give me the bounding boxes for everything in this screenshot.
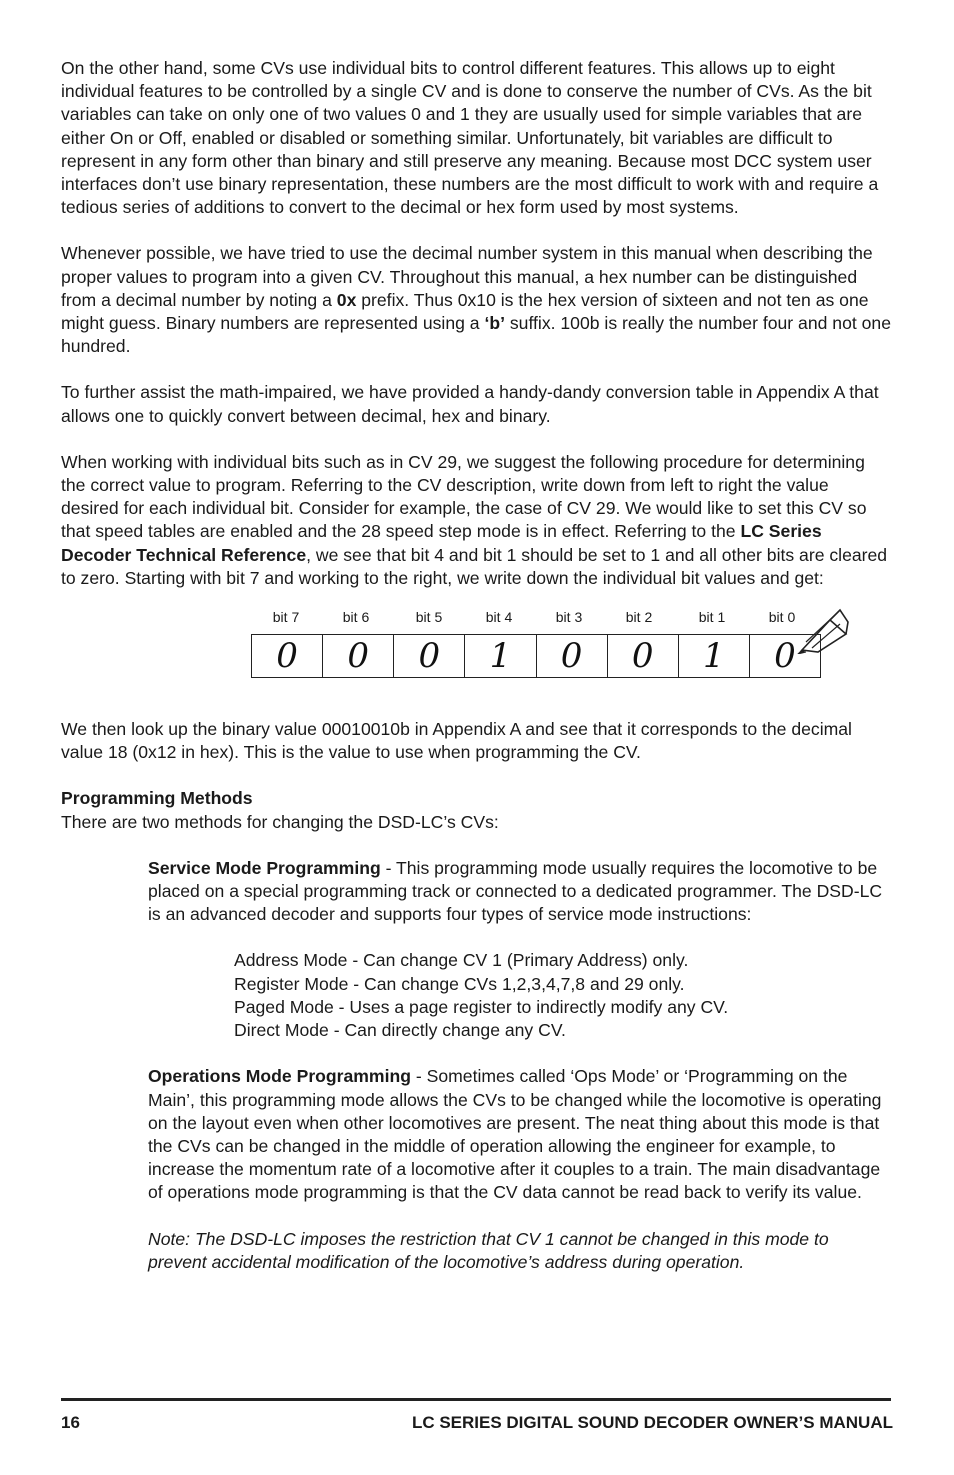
bit-value-cell: 0 [252,635,323,677]
bit-value-cell: 0 [537,635,608,677]
bit-value-cell: 0 [323,635,394,677]
bit-diagram [251,600,851,700]
bit-label: bit 7 [272,609,300,626]
paragraph-conversion-table: To further assist the math-impaired, we have provided a handy-dandy conversion table in Appendix A that allows one to quickly convert between decimal, hex and binary. [61,382,879,426]
operations-mode-title: Operations Mode Programming [148,1066,411,1087]
section-intro: There are two methods for changing the DSD-LC’s CVs: [61,811,499,832]
technical-reference-title: LC Series Decoder Technical Reference [61,521,822,565]
bit-label: bit 2 [625,609,653,626]
bit-label: bit 0 [768,609,796,626]
list-item: Direct Mode - Can directly change any CV. [234,1020,566,1041]
notation-text-1: Whenever possible, we have tried to use the decimal number system in this manual when describing the proper values to program into a given CV. Throughout this manual, a hex number can be distinguished from a decimal number by noting a [61,243,873,310]
notation-text-2: prefix. Thus 0x10 is the hex version of sixteen and not ten as one might guess. Binary numbers are represented using a [61,289,869,334]
note-paragraph: Note: The DSD-LC imposes the restriction that CV 1 cannot be changed in this mode to prevent accidental modification of the locomotive’s address during operation. [148,1228,829,1272]
operations-mode-text: - Sometimes called ‘Ops Mode’ or ‘Programming on the Main’, this programming mode allows the CVs to be changed while the locomotive is operating on the layout even when other locomotives are present. The neat thing about this mode is that the CVs can be changed in the middle of operation allowing the engineer for example, to increase the momentum rate of a locomotive after it couples to a train. The main disadvantage of operations mode programming is that the CV data cannot be read back to verify its value. [148,1066,882,1203]
bit-value-cell: 1 [679,635,750,677]
bit-value-cell: 1 [465,635,536,677]
page-number: 16 [61,1413,80,1432]
list-item: Register Mode - Can change CVs 1,2,3,4,7,8 and 29 only. [234,973,685,994]
bit-label: bit 5 [415,609,443,626]
page-footer [61,1413,893,1433]
bit-label: bit 1 [698,609,726,626]
list-item: Paged Mode - Uses a page register to indirectly modify any CV. [234,996,729,1017]
bit-value-cell: 0 [394,635,465,677]
procedure-text-1: When working with individual bits such as in CV 29, we suggest the following procedure for determining the correct value to program. Referring to the CV description, write down from left to right the value desired for each individual bit. Consider for example, the case of CV 29. We would like to set this CV so that speed tables are enabled and the 28 speed step mode is in effect. Referring to the [61,451,867,542]
paragraph-number-notation [61,242,891,358]
bit-value-cell: 0 [774,636,796,677]
procedure-text-2: , we see that bit 4 and bit 1 should be set to 1 and all other bits are cleared to zero. Starting with bit 7 and working to the right, we write down the individual bit values and get: [61,544,888,588]
operations-mode-paragraph [148,1065,891,1204]
bit-label: bit 4 [485,609,513,626]
paragraph-procedure [61,451,891,590]
binary-suffix: ‘b’ [484,313,505,334]
paragraph-result: We then look up the binary value 00010010b in Appendix A and see that it corresponds to the decimal value 18 (0x12 in hex). This is the value to use when programming the CV. [61,719,852,763]
bit-label: bit 3 [555,609,583,626]
service-mode-text: - This programming mode usually requires the locomotive to be placed on a special programming track or connected to a dedicated programmer. The DSD-LC is an advanced decoder and supports four types of service mode instructions: [148,857,883,925]
bit-value-cell: 0 [608,635,679,677]
section-heading [61,787,891,810]
document-body [61,57,891,1274]
paragraph-bit-variables: On the other hand, some CVs use individual bits to control different features. This allows up to eight individual features to be controlled by a single CV and is done to conserve the number of CVs. As the bit variables can take on only one of two values 0 and 1 they are usually used for simple variables that are either On or Off, enabled or disabled or something similar. Unfortunately, bit variables are difficult to represent in any form other than binary and still preserve any meaning. Because most DCC system user interfaces don’t use binary representation, these numbers are the most difficult to work with and require a tedious series of additions to convert to the decimal or hex form used by most systems. [61,58,879,218]
pencil-icon [796,602,850,654]
bit-label: bit 6 [342,609,370,626]
hex-prefix: 0x [336,289,357,310]
footer-divider [61,1398,891,1401]
service-mode-list [234,949,891,1042]
bit-value-row [251,634,821,678]
notation-text-3: suffix. 100b is really the number four and not one hundred. [61,313,891,357]
list-item: Address Mode - Can change CV 1 (Primary Address) only. [234,950,689,971]
section-heading-text: Programming Methods [61,788,253,809]
service-mode-title: Service Mode Programming [148,857,381,878]
service-mode-paragraph [148,857,891,927]
manual-title: LC SERIES DIGITAL SOUND DECODER OWNER’S MANUAL [411,1413,893,1432]
